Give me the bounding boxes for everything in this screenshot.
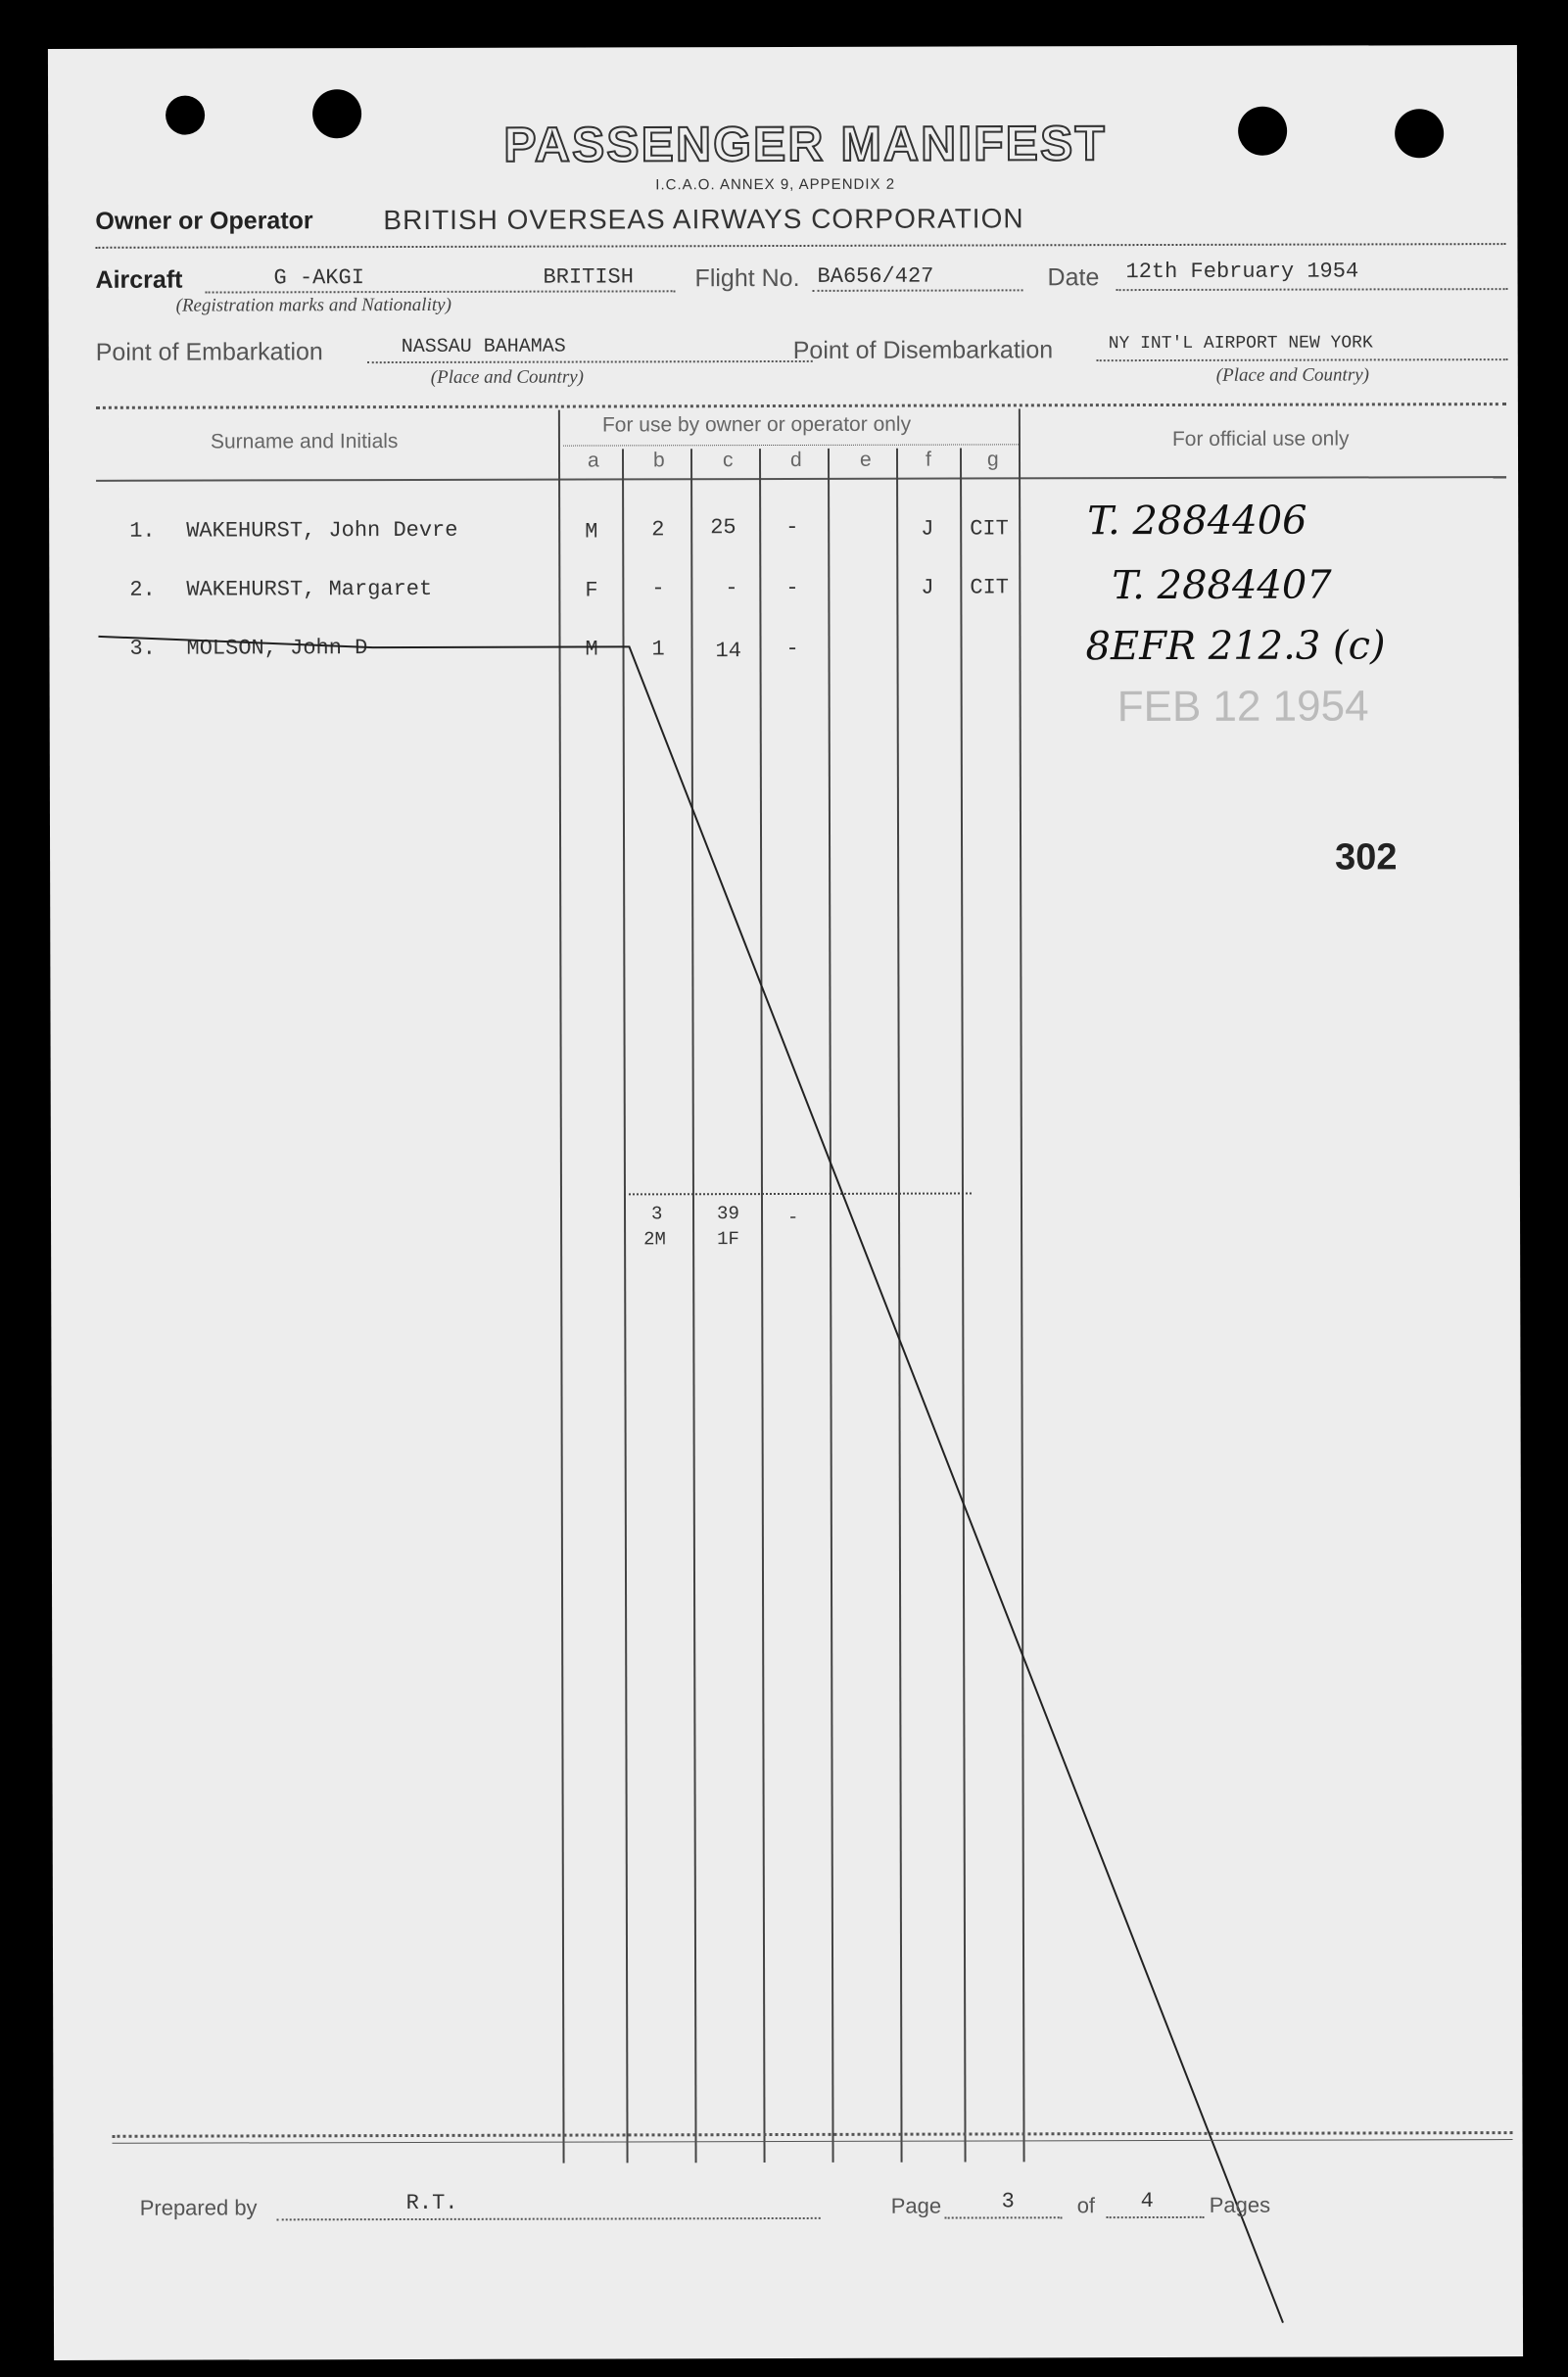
embark-value: NASSAU BAHAMAS	[401, 335, 566, 359]
embark-note: (Place and Country)	[430, 366, 585, 388]
row1-g: CIT	[970, 516, 1009, 542]
row3-a: M	[585, 637, 598, 662]
total-c-bottom: 1F	[717, 1228, 739, 1251]
of-dotline	[1107, 2216, 1205, 2218]
flight-value: BA656/427	[817, 263, 934, 289]
page-value: 3	[1001, 2189, 1015, 2214]
date-label: Date	[1047, 263, 1100, 292]
total-d: -	[787, 1206, 799, 1228]
prepared-by-label: Prepared by	[139, 2195, 258, 2220]
total-b-top: 3	[651, 1203, 663, 1225]
subcol-f: f	[925, 448, 931, 471]
total-b-bottom: 2M	[643, 1228, 666, 1251]
nationality-value: BRITISH	[543, 264, 634, 290]
row3-official: 8EFR 212.3 (c)	[1085, 623, 1386, 670]
subcol-g: g	[986, 448, 999, 471]
manifest-sheet	[48, 45, 1523, 2360]
aircraft-value: G -AKGI	[273, 265, 364, 291]
row2-official: T. 2884407	[1112, 562, 1332, 609]
row2-g: CIT	[970, 575, 1009, 600]
row2-name: WAKEHURST, Margaret	[186, 576, 433, 602]
row3-b: 1	[651, 637, 665, 662]
subcol-d: d	[789, 448, 802, 471]
row2-number: 2.	[129, 577, 156, 602]
subcol-e: e	[859, 448, 872, 471]
flight-label: Flight No.	[694, 263, 800, 293]
form-title: PASSENGER MANIFEST	[503, 116, 1107, 172]
subcol-b: b	[652, 449, 665, 472]
row2-c: -	[725, 576, 738, 601]
row1-official: T. 2884406	[1087, 498, 1307, 545]
row2-d: -	[785, 575, 799, 600]
pages-label: Pages	[1209, 2192, 1271, 2217]
embark-label: Point of Embarkation	[95, 338, 323, 366]
page-dotline	[945, 2216, 1063, 2218]
page-label: Page	[890, 2193, 942, 2218]
row2-b: -	[651, 576, 665, 601]
row1-a: M	[585, 519, 598, 545]
registration-note: (Registration marks and Nationality)	[175, 294, 451, 316]
form-subtitle: I.C.A.O. ANNEX 9, APPENDIX 2	[655, 175, 896, 194]
subcol-c: c	[722, 449, 734, 472]
aircraft-label: Aircraft	[95, 265, 183, 294]
row1-b: 2	[651, 517, 665, 543]
date-value: 12th February 1954	[1125, 259, 1359, 285]
row3-number: 3.	[129, 636, 156, 661]
disembark-label: Point of Disembarkation	[792, 336, 1054, 364]
row1-c: 25	[710, 515, 736, 541]
row1-f: J	[921, 516, 934, 542]
row1-d: -	[785, 514, 799, 540]
surname-header: Surname and Initials	[210, 430, 399, 453]
date-received-stamp: FEB 12 1954	[1117, 682, 1369, 732]
official-use-header: For official use only	[1171, 427, 1350, 451]
of-label: of	[1076, 2193, 1096, 2218]
cancellation-line	[48, 45, 1523, 2360]
row3-c: 14	[715, 639, 741, 664]
owner-use-header: For use by owner or operator only	[601, 412, 912, 437]
owner-label: Owner or Operator	[95, 207, 313, 235]
row3-name: MOLSON, John D	[186, 636, 368, 661]
prepared-by-value: R.T.	[405, 2190, 458, 2216]
disembark-note: (Place and Country)	[1215, 364, 1370, 386]
row2-f: J	[921, 575, 934, 600]
total-c-top: 39	[717, 1203, 739, 1225]
subcol-a: a	[587, 449, 599, 472]
row1-name: WAKEHURST, John Devre	[186, 517, 458, 544]
owner-value: BRITISH OVERSEAS AIRWAYS CORPORATION	[383, 203, 1024, 236]
row2-a: F	[585, 578, 598, 603]
page-number-mark: 302	[1335, 836, 1398, 879]
row1-number: 1.	[129, 518, 156, 544]
of-value: 4	[1140, 2189, 1154, 2214]
row3-d: -	[785, 636, 799, 661]
disembark-value: NY INT'L AIRPORT NEW YORK	[1108, 333, 1373, 355]
